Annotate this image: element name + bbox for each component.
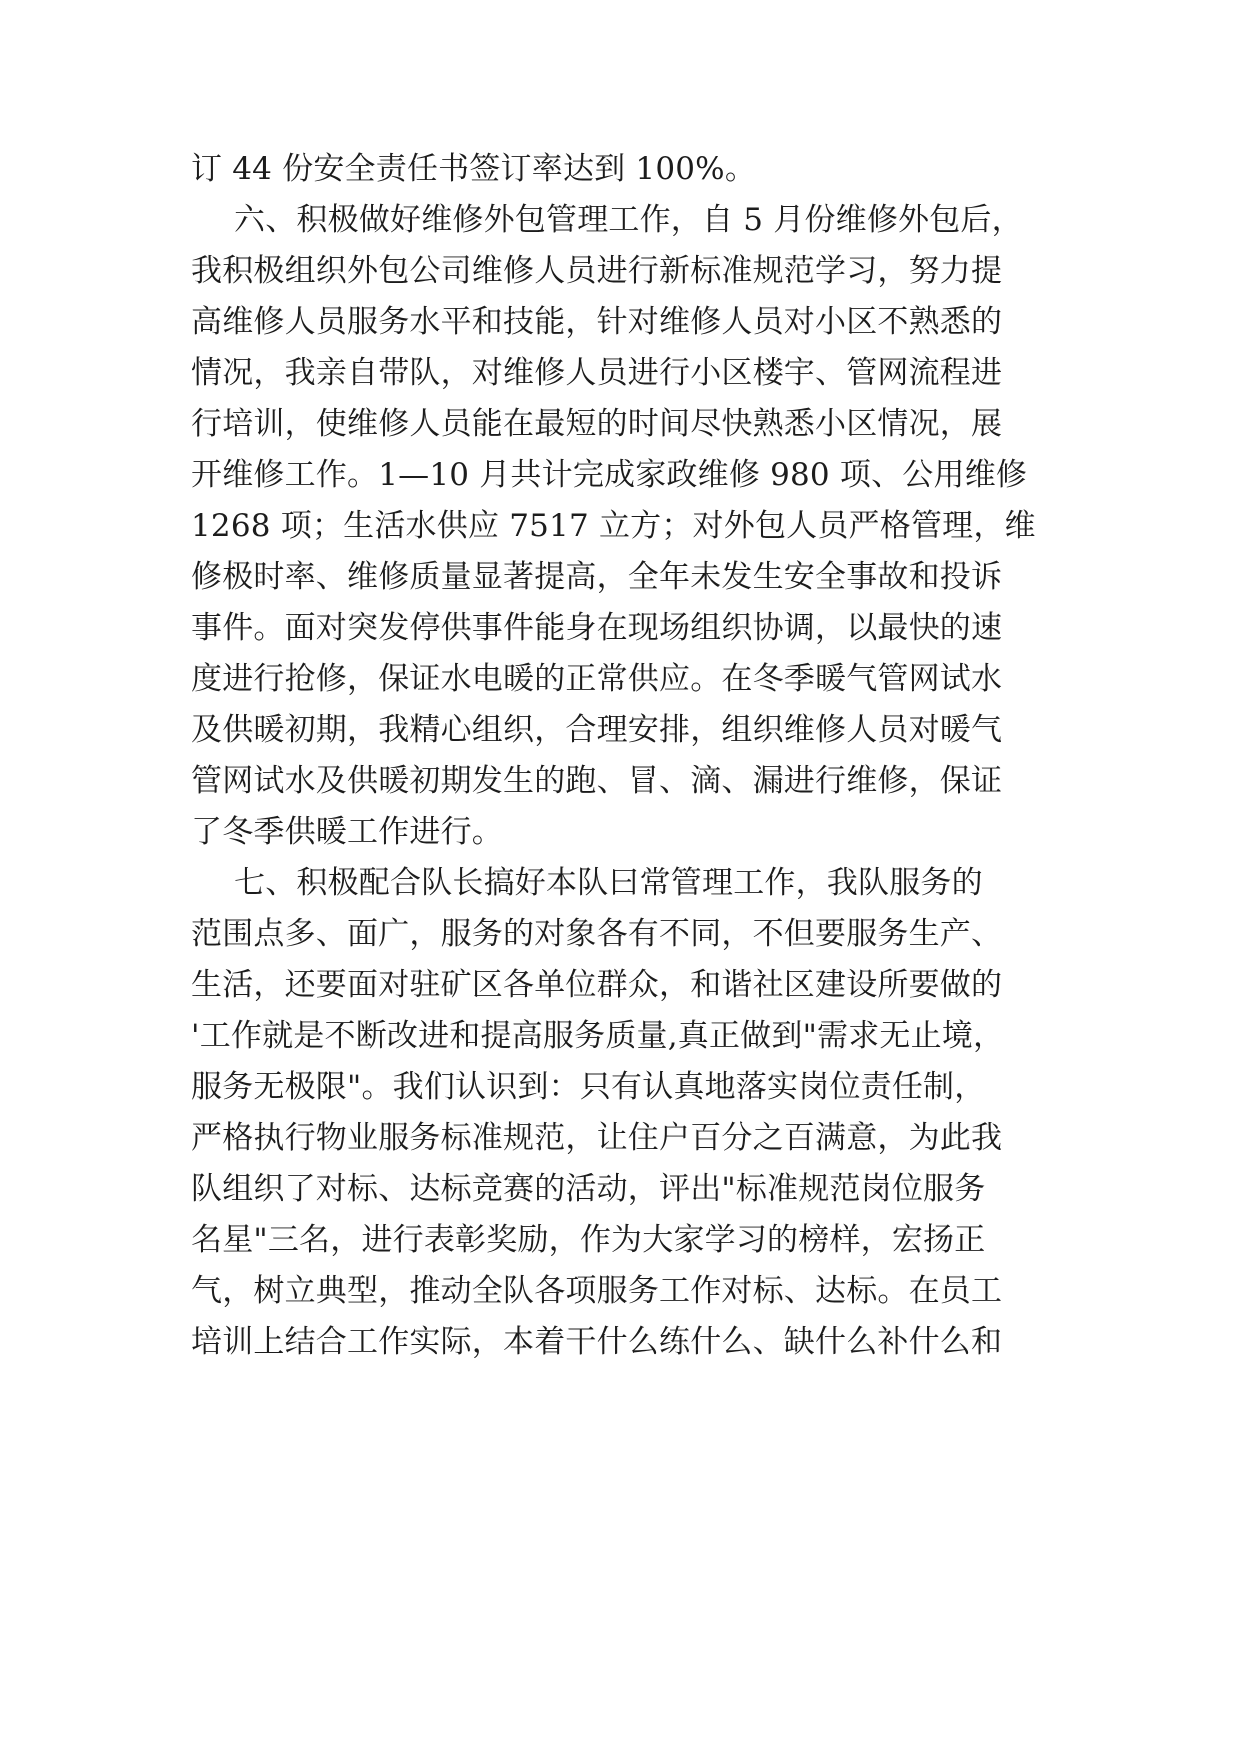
text-line-16: 范围点多、面广，服务的对象各有不同，不但要服务生产、 bbox=[191, 916, 1003, 952]
text-line-9: 修极时率、维修质量显著提高，全年未发生安全事故和投诉 bbox=[191, 559, 1003, 595]
text-line-2: 六、积极做好维修外包管理工作，自 5 月份维修外包后， bbox=[234, 202, 1023, 238]
text-line-10: 事件。面对突发停供事件能身在现场组织协调，以最快的速 bbox=[191, 610, 1003, 646]
text-line-12: 及供暖初期，我精心组织，合理安排，组织维修人员对暖气 bbox=[191, 712, 1003, 748]
text-line-19: 服务无极限"。我们认识到：只有认真地落实岗位责任制， bbox=[191, 1069, 986, 1105]
text-line-7: 开维修工作。1—10 月共计完成家政维修 980 项、公用维修 bbox=[191, 457, 1028, 493]
text-line-1: 订 44 份安全责任书签订率达到 100%。 bbox=[191, 151, 757, 187]
text-line-13: 管网试水及供暖初期发生的跑、冒、滴、漏进行维修，保证 bbox=[191, 763, 1003, 799]
text-line-14: 了冬季供暖工作进行。 bbox=[191, 814, 503, 850]
text-line-24: 培训上结合工作实际，本着干什么练什么、缺什么补什么和 bbox=[191, 1324, 1003, 1360]
text-line-6: 行培训，使维修人员能在最短的时间尽快熟悉小区情况，展 bbox=[191, 406, 1003, 442]
text-line-21: 队组织了对标、达标竞赛的活动，评出"标准规范岗位服务 bbox=[191, 1171, 986, 1207]
text-line-11: 度进行抢修，保证水电暖的正常供应。在冬季暖气管网试水 bbox=[191, 661, 1003, 697]
text-line-8: 1268 项；生活水供应 7517 立方；对外包人员严格管理，维 bbox=[191, 508, 1036, 544]
text-line-17: 生活，还要面对驻矿区各单位群众，和谐社区建设所要做的 bbox=[191, 967, 1003, 1003]
text-line-5: 情况，我亲自带队，对维修人员进行小区楼宇、管网流程进 bbox=[191, 355, 1003, 391]
text-line-22: 名星"三名，进行表彰奖励，作为大家学习的榜样，宏扬正 bbox=[191, 1222, 986, 1258]
text-line-3: 我积极组织外包公司维修人员进行新标准规范学习，努力提 bbox=[191, 253, 1003, 289]
text-line-20: 严格执行物业服务标准规范，让住户百分之百满意，为此我 bbox=[191, 1120, 1003, 1156]
text-line-4: 高维修人员服务水平和技能，针对维修人员对小区不熟悉的 bbox=[191, 304, 1003, 340]
text-line-15: 七、积极配合队长搞好本队曰常管理工作，我队服务的 bbox=[234, 865, 983, 901]
text-line-23: 气，树立典型，推动全队各项服务工作对标、达标。在员工 bbox=[191, 1273, 1003, 1309]
text-line-18: '工作就是不断改进和提高服务质量,真正做到"需求无止境， bbox=[191, 1018, 1005, 1054]
